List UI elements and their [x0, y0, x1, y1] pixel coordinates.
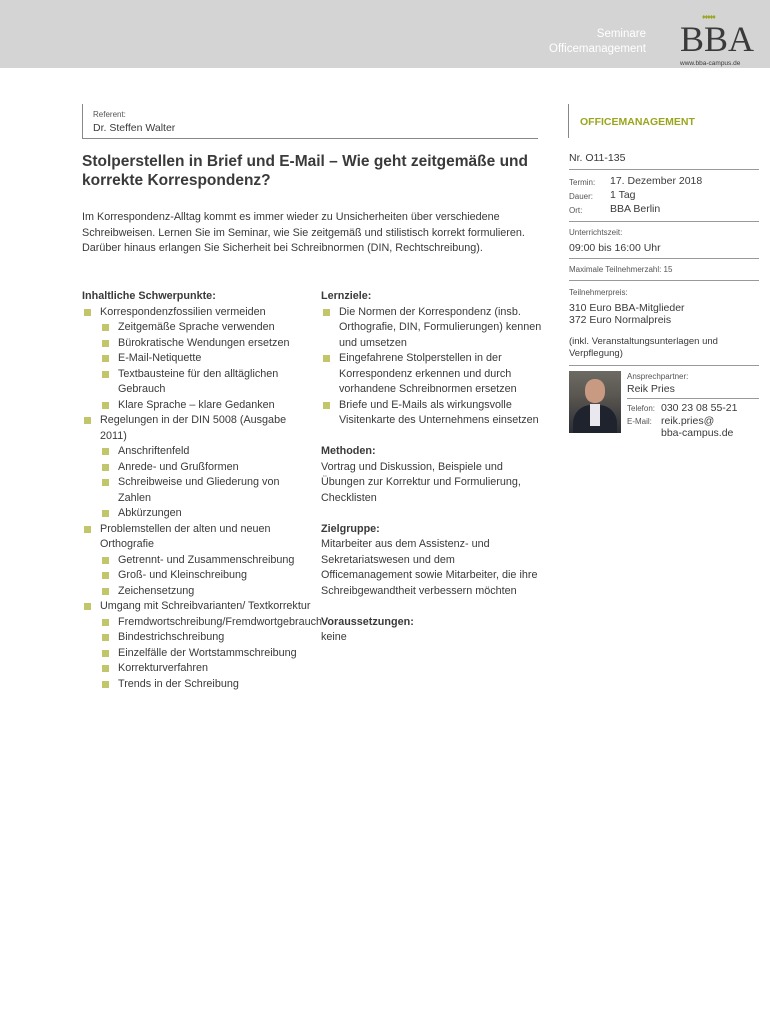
- preis-block: [569, 281, 759, 326]
- list-item-text: Korrespondenzfossilien vermeiden: [100, 305, 266, 318]
- sub-list: [100, 553, 314, 600]
- course-number: Nr. O11-135: [569, 152, 626, 164]
- header-band: [0, 0, 770, 68]
- list-item: [100, 568, 314, 584]
- photo-face: [585, 379, 605, 403]
- square-bullet-icon: [102, 634, 109, 641]
- list-item-text: Problemstellen der alten und neuen Orthografie: [100, 522, 271, 550]
- methoden-section: [321, 444, 546, 506]
- email-row: [627, 415, 759, 439]
- list-item-text: Textbausteine für den alltäglichen Gebrauch: [118, 367, 279, 395]
- sub-list: [100, 320, 314, 413]
- sidebar-divider: [568, 104, 569, 138]
- list-item-text: Getrennt- und Zusammenschreibung: [118, 553, 295, 566]
- list-item-text: Schreibweise und Gliederung von Zahlen: [118, 476, 280, 504]
- schwerpunkte-list: [82, 305, 323, 693]
- list-item: [321, 305, 546, 352]
- ort-label: Ort:: [569, 206, 583, 215]
- termin-label: Termin:: [569, 178, 596, 187]
- email-label: E-Mail:: [627, 417, 652, 426]
- square-bullet-icon: [323, 309, 330, 316]
- square-bullet-icon: [323, 402, 330, 409]
- square-bullet-icon: [102, 665, 109, 672]
- sub-list: [100, 615, 323, 693]
- list-item-text: Anrede- und Grußformen: [118, 460, 239, 473]
- zielgruppe-text: Mitarbeiter aus dem Assistenz- und Sekretariatswesen und dem Officemanagement sowie Mitarbeiter, die ihre Schreibgewandtheit verbessern möchten: [321, 538, 538, 597]
- list-item: [100, 615, 323, 631]
- list-item: [100, 506, 314, 522]
- square-bullet-icon: [102, 340, 109, 347]
- contact-photo: [569, 371, 621, 433]
- telefon-value: 030 23 08 55-21: [661, 402, 738, 414]
- list-item: [82, 305, 314, 414]
- zielgruppe-section: [321, 522, 546, 600]
- list-item-text: Klare Sprache – klare Gedanken: [118, 398, 275, 411]
- referent-label: Referent:: [93, 110, 126, 119]
- email-value[interactable]: [661, 415, 733, 439]
- square-bullet-icon: [102, 619, 109, 626]
- list-item: [100, 677, 314, 693]
- logo-text: BBA: [680, 19, 755, 59]
- sub-list: [100, 444, 314, 522]
- list-item-text: Die Normen der Korrespondenz (insb. Orthografie, DIN, Formulierungen) kennen und umsetzen: [339, 305, 542, 349]
- intro-text: Im Korrespondenz-Alltag kommt es immer wieder zu Unsicherheiten über verschiedene Schreibweisen. Lernen Sie im Seminar, wie Sie zeitgemäß und stilistisch korrekt formulieren. Darüber hinaus erlangen Sie Sicherheit bei Schreibnormen (DIN, Rechtschreibung).: [82, 211, 525, 254]
- square-bullet-icon: [102, 464, 109, 471]
- square-bullet-icon: [102, 355, 109, 362]
- unterrichtszeit-value: 09:00 bis 16:00 Uhr: [569, 242, 661, 254]
- list-item-text: Groß- und Kleinschreibung: [118, 569, 248, 581]
- dauer-value: 1 Tag: [610, 189, 636, 201]
- voraussetzungen-text: keine: [321, 631, 347, 643]
- list-item-text: Regelungen in der DIN 5008 (Ausgabe 2011): [100, 414, 287, 442]
- list-item-text: E-Mail-Netiquette: [118, 352, 202, 364]
- square-bullet-icon: [102, 371, 109, 378]
- list-item: [100, 460, 314, 476]
- logo-url: www.bba-campus.de: [680, 60, 741, 67]
- termin-row: [569, 175, 759, 189]
- list-item: [100, 351, 314, 367]
- square-bullet-icon: [102, 588, 109, 595]
- preis-note: (inkl. Veranstaltungsunterlagen und Verpflegung): [569, 326, 759, 366]
- square-bullet-icon: [102, 557, 109, 564]
- referent-name: Dr. Steffen Walter: [93, 122, 176, 134]
- ort-row: [569, 203, 759, 217]
- square-bullet-icon: [102, 510, 109, 517]
- contact-block: [569, 371, 759, 439]
- list-item-text: Briefe und E-Mails als wirkungsvolle Visitenkarte des Unternehmens einsetzen: [339, 398, 539, 426]
- termin-value: 17. Dezember 2018: [610, 175, 703, 187]
- preis-mitglieder: 310 Euro BBA-Mitglieder: [569, 302, 685, 314]
- header-title-line1: Seminare: [596, 28, 646, 40]
- square-bullet-icon: [102, 324, 109, 331]
- email-line2: bba-campus.de: [661, 427, 734, 439]
- list-item-text: Umgang mit Schreibvarianten/ Textkorrektur: [100, 600, 311, 612]
- list-item: [100, 630, 314, 646]
- list-item: [100, 398, 314, 414]
- square-bullet-icon: [102, 681, 109, 688]
- email-line1: reik.pries@: [661, 415, 715, 427]
- list-item-text: Fremdwortschreibung/Fremdwortgebrauch: [118, 615, 323, 628]
- list-item: [100, 336, 314, 352]
- square-bullet-icon: [102, 479, 109, 486]
- contact-info: [627, 371, 759, 439]
- schedule-block: [569, 170, 759, 222]
- unterrichtszeit-label: Unterrichtszeit:: [569, 228, 623, 237]
- list-item: [82, 599, 323, 692]
- header-title-line2: Officemanagement: [549, 43, 646, 55]
- contact-label: Ansprechpartner:: [627, 372, 689, 381]
- preis-label: Teilnehmerpreis:: [569, 288, 628, 297]
- list-item-text: Korrekturverfahren: [118, 662, 209, 674]
- dauer-row: [569, 189, 759, 203]
- list-item-text: Trends in der Schreibung: [118, 677, 239, 690]
- square-bullet-icon: [102, 402, 109, 409]
- zielgruppe-heading: Zielgruppe:: [321, 522, 380, 535]
- list-item: [321, 398, 546, 429]
- methoden-text: Vortrag und Diskussion, Beispiele und Übungen zur Korrektur und Formulierung, Checklisten: [321, 460, 521, 504]
- list-item: [100, 320, 314, 336]
- referent-block: [82, 104, 538, 139]
- list-item: [100, 661, 314, 677]
- preis-normal: 372 Euro Normalpreis: [569, 314, 672, 326]
- category-label: OFFICEMANAGEMENT: [580, 116, 695, 128]
- header-title: [549, 27, 646, 57]
- square-bullet-icon: [102, 448, 109, 455]
- schwerpunkte-heading: Inhaltliche Schwerpunkte:: [82, 290, 216, 302]
- list-item-text: Zeichensetzung: [118, 584, 195, 597]
- list-item-text: Abkürzungen: [118, 507, 182, 519]
- sidebar: [569, 152, 759, 439]
- list-item-text: Eingefahrene Stolperstellen in der Korrespondenz erkennen und durch vorhandene Schreibnormen ersetzen: [339, 352, 517, 395]
- schwerpunkte-section: [82, 289, 323, 692]
- dauer-label: Dauer:: [569, 192, 594, 201]
- teilnehmerzahl: Maximale Teilnehmerzahl: 15: [569, 259, 759, 281]
- right-column: [321, 289, 546, 661]
- telefon-label: Telefon:: [627, 404, 656, 413]
- list-item: [82, 522, 314, 600]
- contact-name: Reik Pries: [627, 383, 759, 399]
- square-bullet-icon: [102, 650, 109, 657]
- methoden-heading: Methoden:: [321, 445, 376, 457]
- course-number-row: [569, 152, 759, 170]
- page-title: Stolperstellen in Brief und E-Mail – Wie geht zeitgemäße und korrekte Korrespondenz?: [82, 153, 528, 189]
- square-bullet-icon: [323, 355, 330, 362]
- list-item: [321, 351, 546, 398]
- photo-shirt: [590, 404, 600, 426]
- list-item: [100, 367, 314, 398]
- lernziele-heading: Lernziele:: [321, 290, 372, 302]
- list-item-text: Bindestrichschreibung: [118, 631, 225, 643]
- square-bullet-icon: [84, 526, 91, 533]
- unterrichtszeit-block: [569, 222, 759, 259]
- list-item: [100, 444, 314, 460]
- bba-logo: [678, 14, 755, 70]
- voraussetzungen-section: [321, 615, 546, 646]
- list-item-text: Zeitgemäße Sprache verwenden: [118, 321, 275, 333]
- telefon-row: [627, 402, 759, 415]
- lernziele-section: [321, 289, 546, 429]
- list-item-text: Einzelfälle der Wortstammschreibung: [118, 646, 297, 659]
- voraussetzungen-heading: Voraussetzungen:: [321, 615, 414, 628]
- list-item-text: Anschriftenfeld: [118, 445, 190, 457]
- square-bullet-icon: [84, 417, 91, 424]
- list-item: [82, 413, 314, 522]
- ort-value: BBA Berlin: [610, 203, 661, 215]
- list-item-text: Bürokratische Wendungen ersetzen: [118, 336, 290, 349]
- square-bullet-icon: [84, 603, 91, 610]
- list-item: [100, 553, 314, 569]
- logo-diamonds-icon: ♦♦♦♦♦: [702, 14, 715, 21]
- square-bullet-icon: [84, 309, 91, 316]
- list-item: [100, 646, 314, 662]
- list-item: [100, 475, 314, 506]
- lernziele-list: [321, 305, 546, 429]
- square-bullet-icon: [102, 572, 109, 579]
- list-item: [100, 584, 314, 600]
